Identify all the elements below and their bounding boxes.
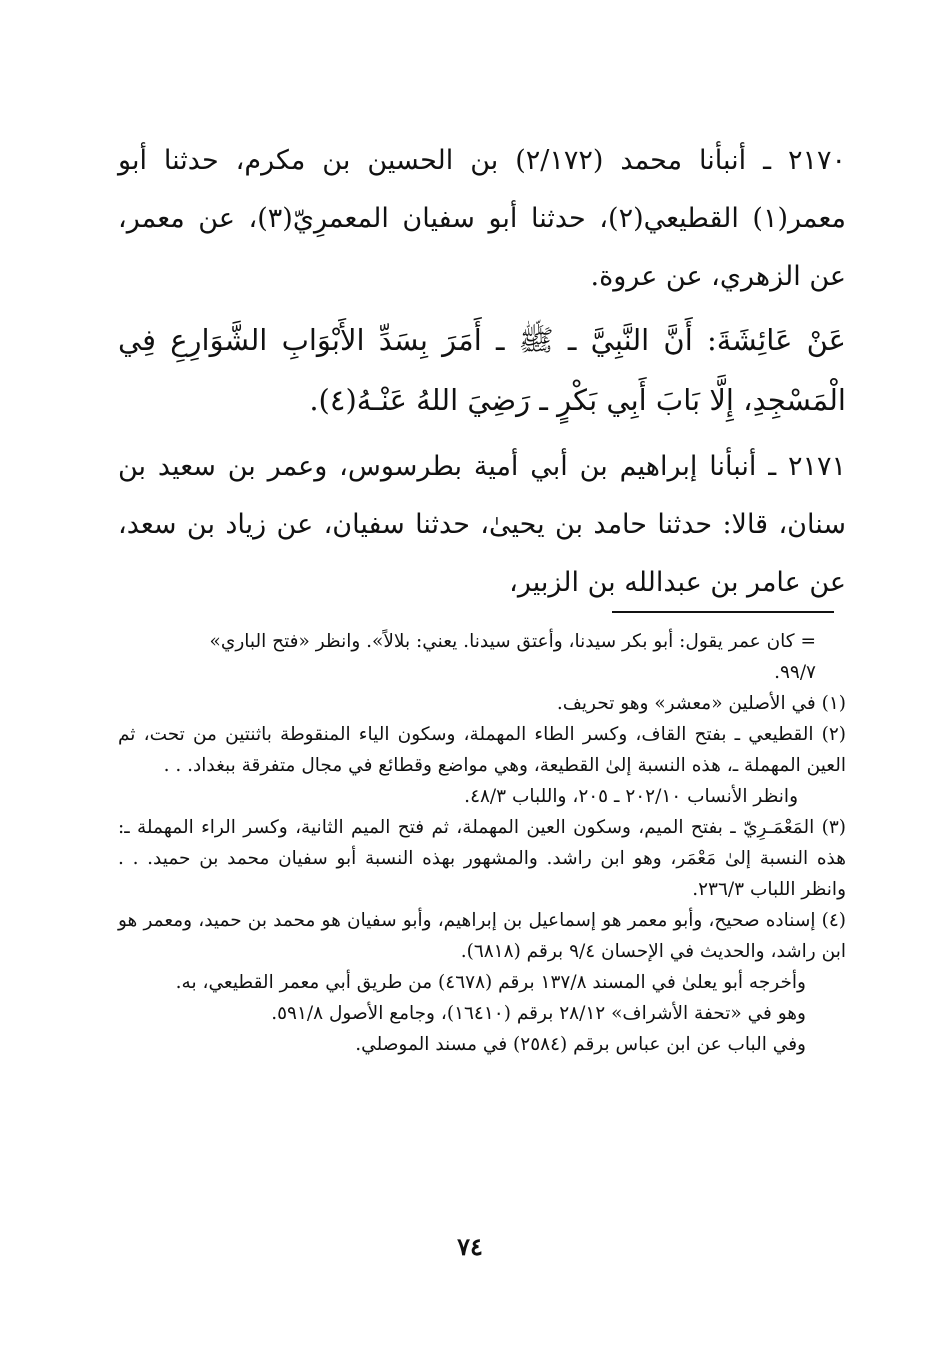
footnote-4: (٤) إسناده صحيح، وأبو معمر هو إسماعيل بن إبراهيم، وأبو سفيان هو محمد بن حميد، ومعمر هو ابن راشد، والحديث في الإحسان ٩/٤ برقم (٦٨١٨). [118,910,846,962]
footnotes [118,626,846,1060]
footnote-4-tuhfa: وهو في «تحفة الأشراف» ٢٨/١٢ برقم (١٦٤١٠)، وجامع الأصول ٥٩١/٨. [271,1003,806,1024]
footnote-4-bab: وفي الباب عن ابن عباس برقم (٢٥٨٤) في مسند الموصلي. [355,1034,806,1055]
footnote-carryover: = كان عمر يقول: أبو بكر سيدنا، وأعتق سيدنا. يعني: بلالاً». وانظر «فتح الباري» [209,631,816,652]
footnote-2-continued: وانظر الأنساب ٢٠٢/١٠ ـ ٢٠٥، واللباب ٤٨/٣. [464,786,798,807]
footnote-1: (١) في الأصلين «معشر» وهو تحريف. [556,693,846,714]
page-number: ٧٤ [457,1232,483,1261]
footnote-carryover-end: ٩٩/٧. [774,662,816,683]
footnote-4-continued: وأخرجه أبو يعلىٰ في المسند ١٣٧/٨ برقم (٤٦٧٨) من طريق أبي معمر القطيعي، به. [175,972,806,993]
footnote-3: (٣) المَعْمَـرِيّ ـ بفتح الميم، وسكون العين المهملة، ثم فتح الميم الثانية، وكسر الراء المهملة ـ: هذه النسبة إلىٰ مَعْمَر، وهو ابن راشد. والمشهور بهذه النسبة أبو سفيان محمد بن حميد. . . وانظر اللباب ٢٣٦/٣. [118,817,846,900]
paragraph-2171: ٢١٧١ ـ أنبأنا إبراهيم بن أبي أمية بطرسوس، وعمر بن سعيد بن سنان، قالا: حدثنا حامد بن يحيىٰ، حدثنا سفيان، عن زياد بن سعد، عن عامر بن عبدالله بن الزبير، [118,451,846,598]
footnote-separator [612,611,834,613]
main-text [118,132,846,612]
paragraph-2170: ٢١٧٠ ـ أنبأنا محمد (٢/١٧٢) بن الحسين بن مكرم، حدثنا أبو معمر(١) القطيعي(٢)، حدثنا أبو سفيان المعمرِيّ(٣)، عن معمر، عن الزهري، عن عروة. [118,145,847,292]
footnote-2: (٢) القطيعي ـ بفتح القاف، وكسر الطاء المهملة، وسكون الياء المنقوطة باثنتين من تحت، ثم العين المهملة ـ، هذه النسبة إلىٰ القطيعة، وهي مواضع وقطائع في مجال متفرقة ببغداد. . . [118,724,846,776]
hadith-text: عَنْ عَائِشَةَ: أَنَّ النَّبِيَّ ـ ﷺ ـ أَمَرَ بِسَدِّ الأَبْوَابِ الشَّوَارِعِ فِي الْمَسْجِدِ، إِلَّا بَابَ أَبِي بَكْرٍ ـ رَضِيَ اللهُ عَنْـهُ(٤). [118,323,846,417]
